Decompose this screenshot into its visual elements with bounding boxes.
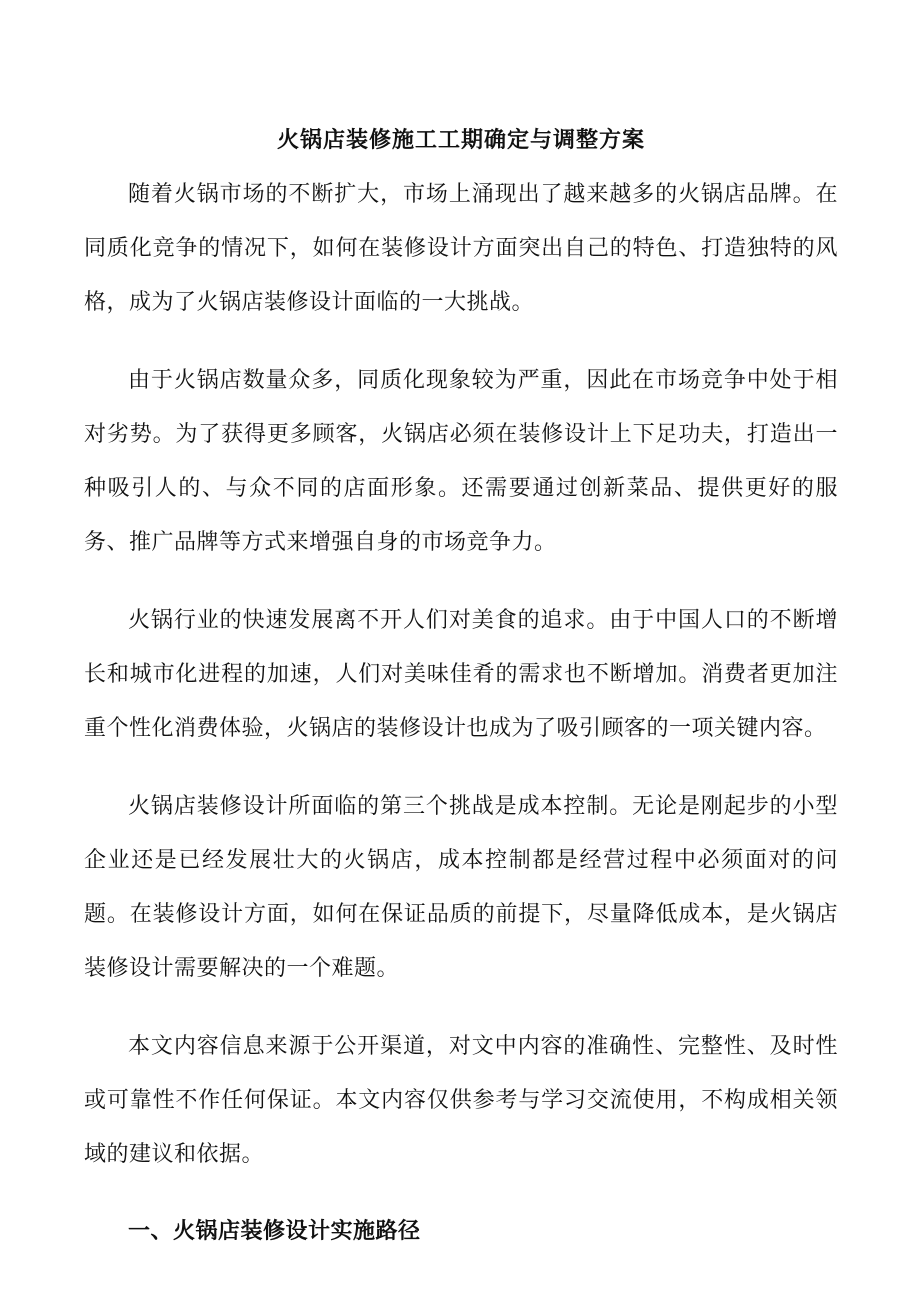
document-title: 火锅店装修施工工期确定与调整方案: [276, 127, 645, 153]
paragraph-4: 火锅店装修设计所面临的第三个挑战是成本控制。无论是刚起步的小型企业还是已经发展壮大的火锅店，成本控制都是经营过程中必须面对的问题。在装修设计方面，如何在保证品质的前提下，尽量降低成本，是火锅店装修设计需要解决的一个难题。: [84, 794, 838, 981]
section-heading: 一、火锅店装修设计实施路径: [128, 1218, 421, 1244]
paragraph-1: 随着火锅市场的不断扩大，市场上涌现出了越来越多的火锅店品牌。在同质化竞争的情况下，如何在装修设计方面突出自己的特色、打造独特的风格，成为了火锅店装修设计面临的一大挑战。: [84, 182, 838, 315]
paragraph-2: 由于火锅店数量众多，同质化现象较为严重，因此在市场竞争中处于相对劣势。为了获得更多顾客，火锅店必须在装修设计上下足功夫，打造出一种吸引人的、与众不同的店面形象。还需要通过创新菜品、提供更好的服务、推广品牌等方式来增强自身的市场竞争力。: [84, 368, 838, 555]
paragraph-5: 本文内容信息来源于公开渠道，对文中内容的准确性、完整性、及时性或可靠性不作任何保证。本文内容仅供参考与学习交流使用，不构成相关领域的建议和依据。: [84, 1034, 838, 1167]
paragraph-3: 火锅行业的快速发展离不开人们对美食的追求。由于中国人口的不断增长和城市化进程的加速，人们对美味佳肴的需求也不断增加。消费者更加注重个性化消费体验，火锅店的装修设计也成为了吸引顾客的一项关键内容。: [84, 608, 838, 741]
